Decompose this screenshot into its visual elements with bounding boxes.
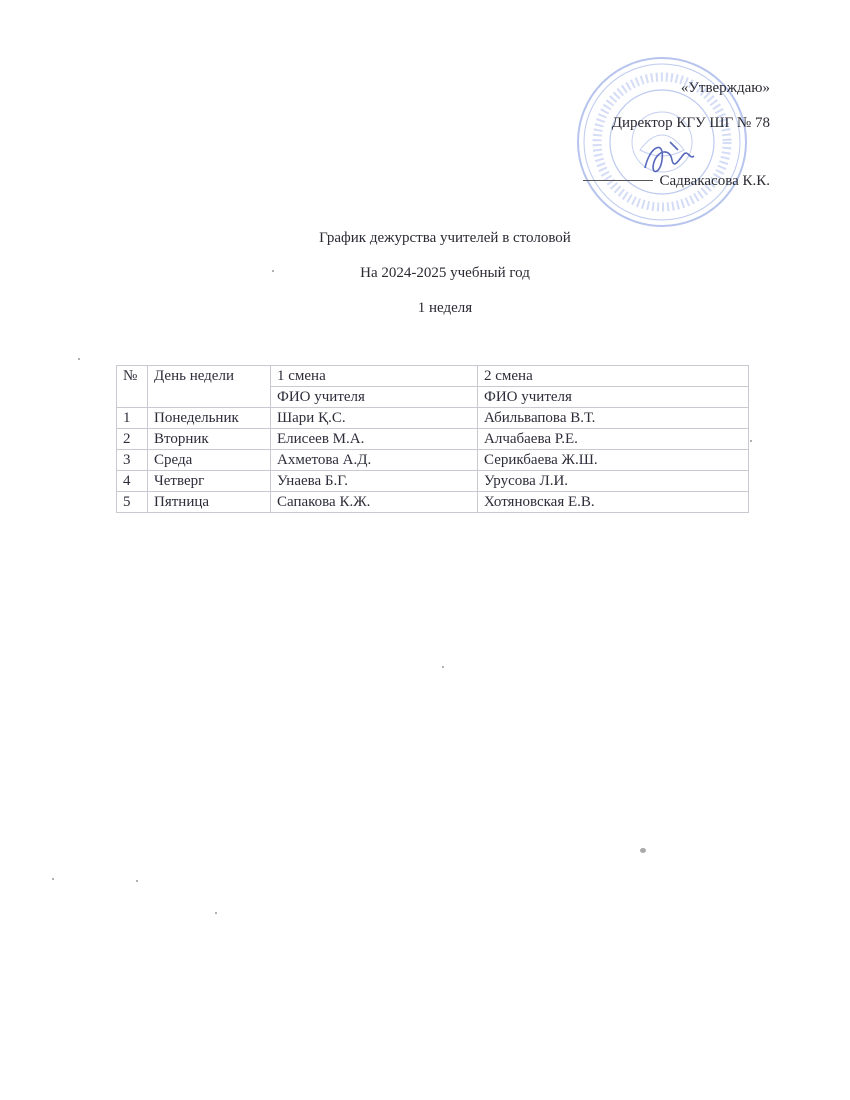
row-shift1: Сапакова К.Ж. [271, 492, 478, 513]
row-shift2: Серикбаева Ж.Ш. [478, 450, 749, 471]
table-row [117, 492, 749, 513]
row-day: Вторник [148, 429, 271, 450]
row-num: 4 [117, 471, 148, 492]
signature-underline [583, 180, 653, 181]
header-row [117, 366, 749, 387]
director-signature-line [583, 171, 770, 191]
approval-label: «Утверждаю» [680, 80, 770, 96]
director-title: Директор КГУ ШГ № 78 [611, 115, 770, 131]
header-fio1: ФИО учителя [271, 387, 478, 408]
row-shift1: Ахметова А.Д. [271, 450, 478, 471]
row-num: 1 [117, 408, 148, 429]
row-shift2: Урусова Л.И. [478, 471, 749, 492]
row-day: Среда [148, 450, 271, 471]
row-shift2: Алчабаева Р.Е. [478, 429, 749, 450]
academic-year: На 2024-2025 учебный год [360, 265, 530, 281]
row-shift1: Унаева Б.Г. [271, 471, 478, 492]
director-name: Садвакасова К.К. [659, 173, 770, 189]
row-shift1: Шари Қ.С. [271, 408, 478, 429]
row-day: Четверг [148, 471, 271, 492]
row-day: Пятница [148, 492, 271, 513]
document-titles [0, 228, 850, 333]
table-row [117, 471, 749, 492]
header-num: № [117, 366, 148, 408]
row-shift2: Абильвапова В.Т. [478, 408, 749, 429]
header-fio2: ФИО учителя [478, 387, 749, 408]
header-shift1: 1 смена [271, 366, 478, 387]
table-row [117, 450, 749, 471]
week-label: 1 неделя [417, 300, 473, 316]
table-row [117, 408, 749, 429]
approval-block [583, 78, 770, 191]
row-num: 3 [117, 450, 148, 471]
header-shift2: 2 смена [478, 366, 749, 387]
document-title: График дежурства учителей в столовой [319, 230, 571, 246]
row-num: 5 [117, 492, 148, 513]
row-day: Понедельник [148, 408, 271, 429]
row-num: 2 [117, 429, 148, 450]
table-row [117, 429, 749, 450]
row-shift2: Хотяновская Е.В. [478, 492, 749, 513]
duty-schedule-table [116, 365, 749, 513]
header-day: День недели [148, 366, 271, 408]
row-shift1: Елисеев М.А. [271, 429, 478, 450]
